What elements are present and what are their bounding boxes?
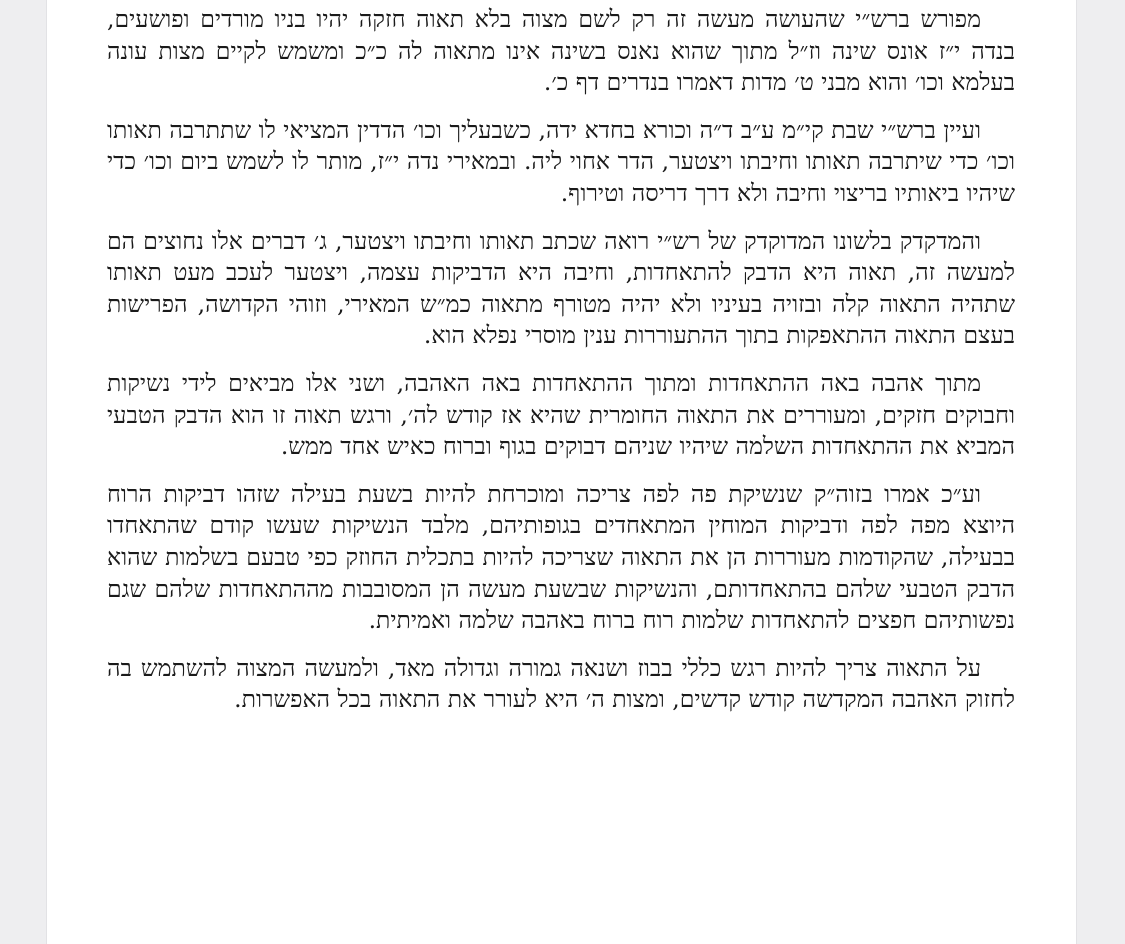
- paragraph-1: מפורש ברש״י שהעושה מעשה זה רק לשם מצוה בלא תאוה חזקה יהיו בניו מורדים ופושעים, בנדה י״ז אונס שינה וז״ל מתוך שהוא נאנס בשינה אינו מתאוה לה כ״כ ומשמש לקיים מצות עונה בעלמא וכו׳ והוא מבני ט׳ מדות דאמרו בנדרים דף כ׳.: [107, 5, 1015, 97]
- document-page: [47, 0, 1076, 944]
- paragraph-2: ועיין ברש״י שבת קי״מ ע״ב ד״ה וכורא בחדא ידה, כשבעליך וכו׳ הדדין המציאי לו שתתרבה תאותו וכו׳ כדי שיתרבה תאותו וחיבתו ויצטער, הדר אחוי ליה. ובמאירי נדה י״ז, מותר לו לשמש ביום וכו׳ כדי שיהיו ביאותיו בריצוי וחיבה ולא דרך דריסה וטירוף.: [107, 115, 1015, 207]
- right-margin: [1076, 0, 1125, 944]
- paragraph-5: וע״כ אמרו בזוה״ק שנשיקת פה לפה צריכה ומוכרחת להיות בשעת בעילה שזהו דביקות הרוח היוצא מפה לפה ודביקות המוחין המתאחדים בגופותיהם, מלבד הנשיקות שעשו קודם שהתאחדו בבעילה, שהקודמות מעוררות הן את התאוה שצריכה להיות בתכלית החוזק כפי טבעם בשלמות שהוא הדבק הטבעי שלהם בהתאחדותם, והנשיקות שבשעת מעשה הן המסובבות מההתאחדות שלהם שגם נפשותיהם חפצים להתאחדות שלמות רוח ברוח באהבה שלמה ואמיתית.: [107, 479, 1015, 635]
- document-body: [107, 4, 1015, 716]
- left-margin: [0, 0, 47, 944]
- paragraph-6: על התאוה צריך להיות רגש כללי בבוז ושנאה גמורה וגדולה מאד, ולמעשה המצוה להשתמש בה לחזוק האהבה המקדשה קודש קדשים, ומצות ה׳ היא לעורר את התאוה בכל האפשרות.: [107, 653, 1015, 714]
- paragraph-3: והמדקדק בלשונו המדוקדק של רש״י רואה שכתב תאותו וחיבתו ויצטער, ג׳ דברים אלו נחוצים הם למעשה זה, תאוה היא הדבק להתאחדות, וחיבה היא הדביקות עצמה, ויצטער לעכב מעט תאותו שתהיה התאוה קלה ובזויה בעיניו ולא יהיה מטורף מתאוה כמ״ש המאירי, וזוהי הקדושה, הפרישות בעצם התאוה ההתאפקות בתוך ההתעוררות ענין מוסרי נפלא הוא.: [107, 226, 1015, 350]
- paragraph-4: מתוך אהבה באה ההתאחדות ומתוך ההתאחדות באה האהבה, ושני אלו מביאים לידי נשיקות וחבוקים חזקים, ומעוררים את התאוה החומרית שהיא אז קודש לה׳, ורגש תאוה זו הוא הדבק הטבעי המביא את ההתאחדות השלמה שיהיו שניהם דבוקים בגוף וברוח כאיש אחד ממש.: [107, 368, 1015, 461]
